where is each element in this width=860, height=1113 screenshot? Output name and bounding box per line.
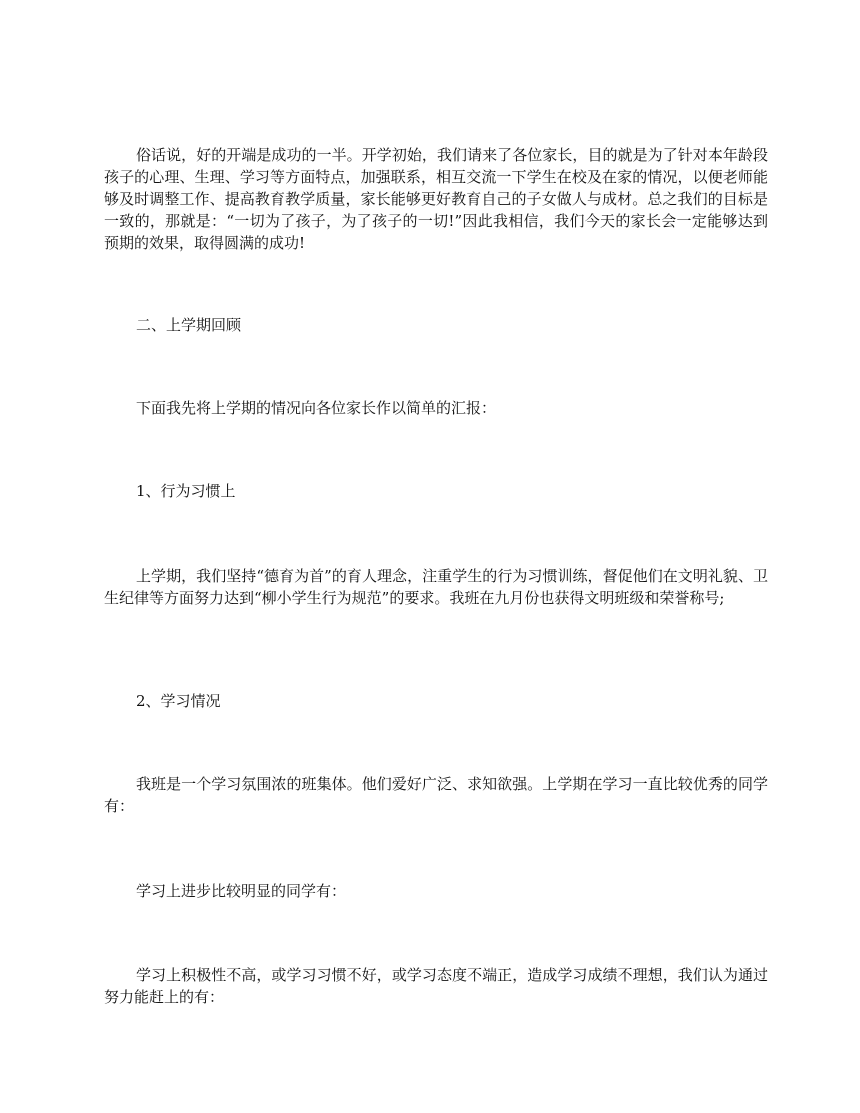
section-heading-last-semester-review: 二、上学期回顾 bbox=[136, 316, 242, 334]
subheading-study-situation: 2、学习情况 bbox=[136, 692, 221, 710]
paragraph-students-needing-effort: 学习上积极性不高，或学习习惯不好，或学习态度不端正，造成学习成绩不理想，我们认为通过努力能赶上的有： bbox=[104, 966, 768, 1006]
paragraph-study-situation: 我班是一个学习氛围浓的班集体。他们爱好广泛、求知欲强。上学期在学习一直比较优秀的同学有： bbox=[104, 775, 768, 815]
paragraph-progress-students: 学习上进步比较明显的同学有： bbox=[136, 882, 347, 900]
paragraph-opening: 俗话说，好的开端是成功的一半。开学初始，我们请来了各位家长，目的就是为了针对本年龄段孩子的心理、生理、学习等方面特点，加强联系，相互交流一下学生在校及在家的情况，以便老师能够及时调整工作、提高教育教学质量，家长能够更好教育自己的子女做人与成材。总之我们的目标是一致的，那就是：“一切为了孩子，为了孩子的一切!”因此我相信，我们今天的家长会一定能够达到预期的效果，取得圆满的成功! bbox=[104, 146, 768, 252]
paragraph-report-intro: 下面我先将上学期的情况向各位家长作以简单的汇报： bbox=[136, 399, 497, 417]
subheading-behavior-habits: 1、行为习惯上 bbox=[136, 482, 236, 500]
paragraph-behavior-habits: 上学期，我们坚持“德育为首”的育人理念，注重学生的行为习惯训练，督促他们在文明礼貌、卫生纪律等方面努力达到“柳小学生行为规范”的要求。我班在九月份也获得文明班级和荣誉称号; bbox=[104, 567, 768, 607]
